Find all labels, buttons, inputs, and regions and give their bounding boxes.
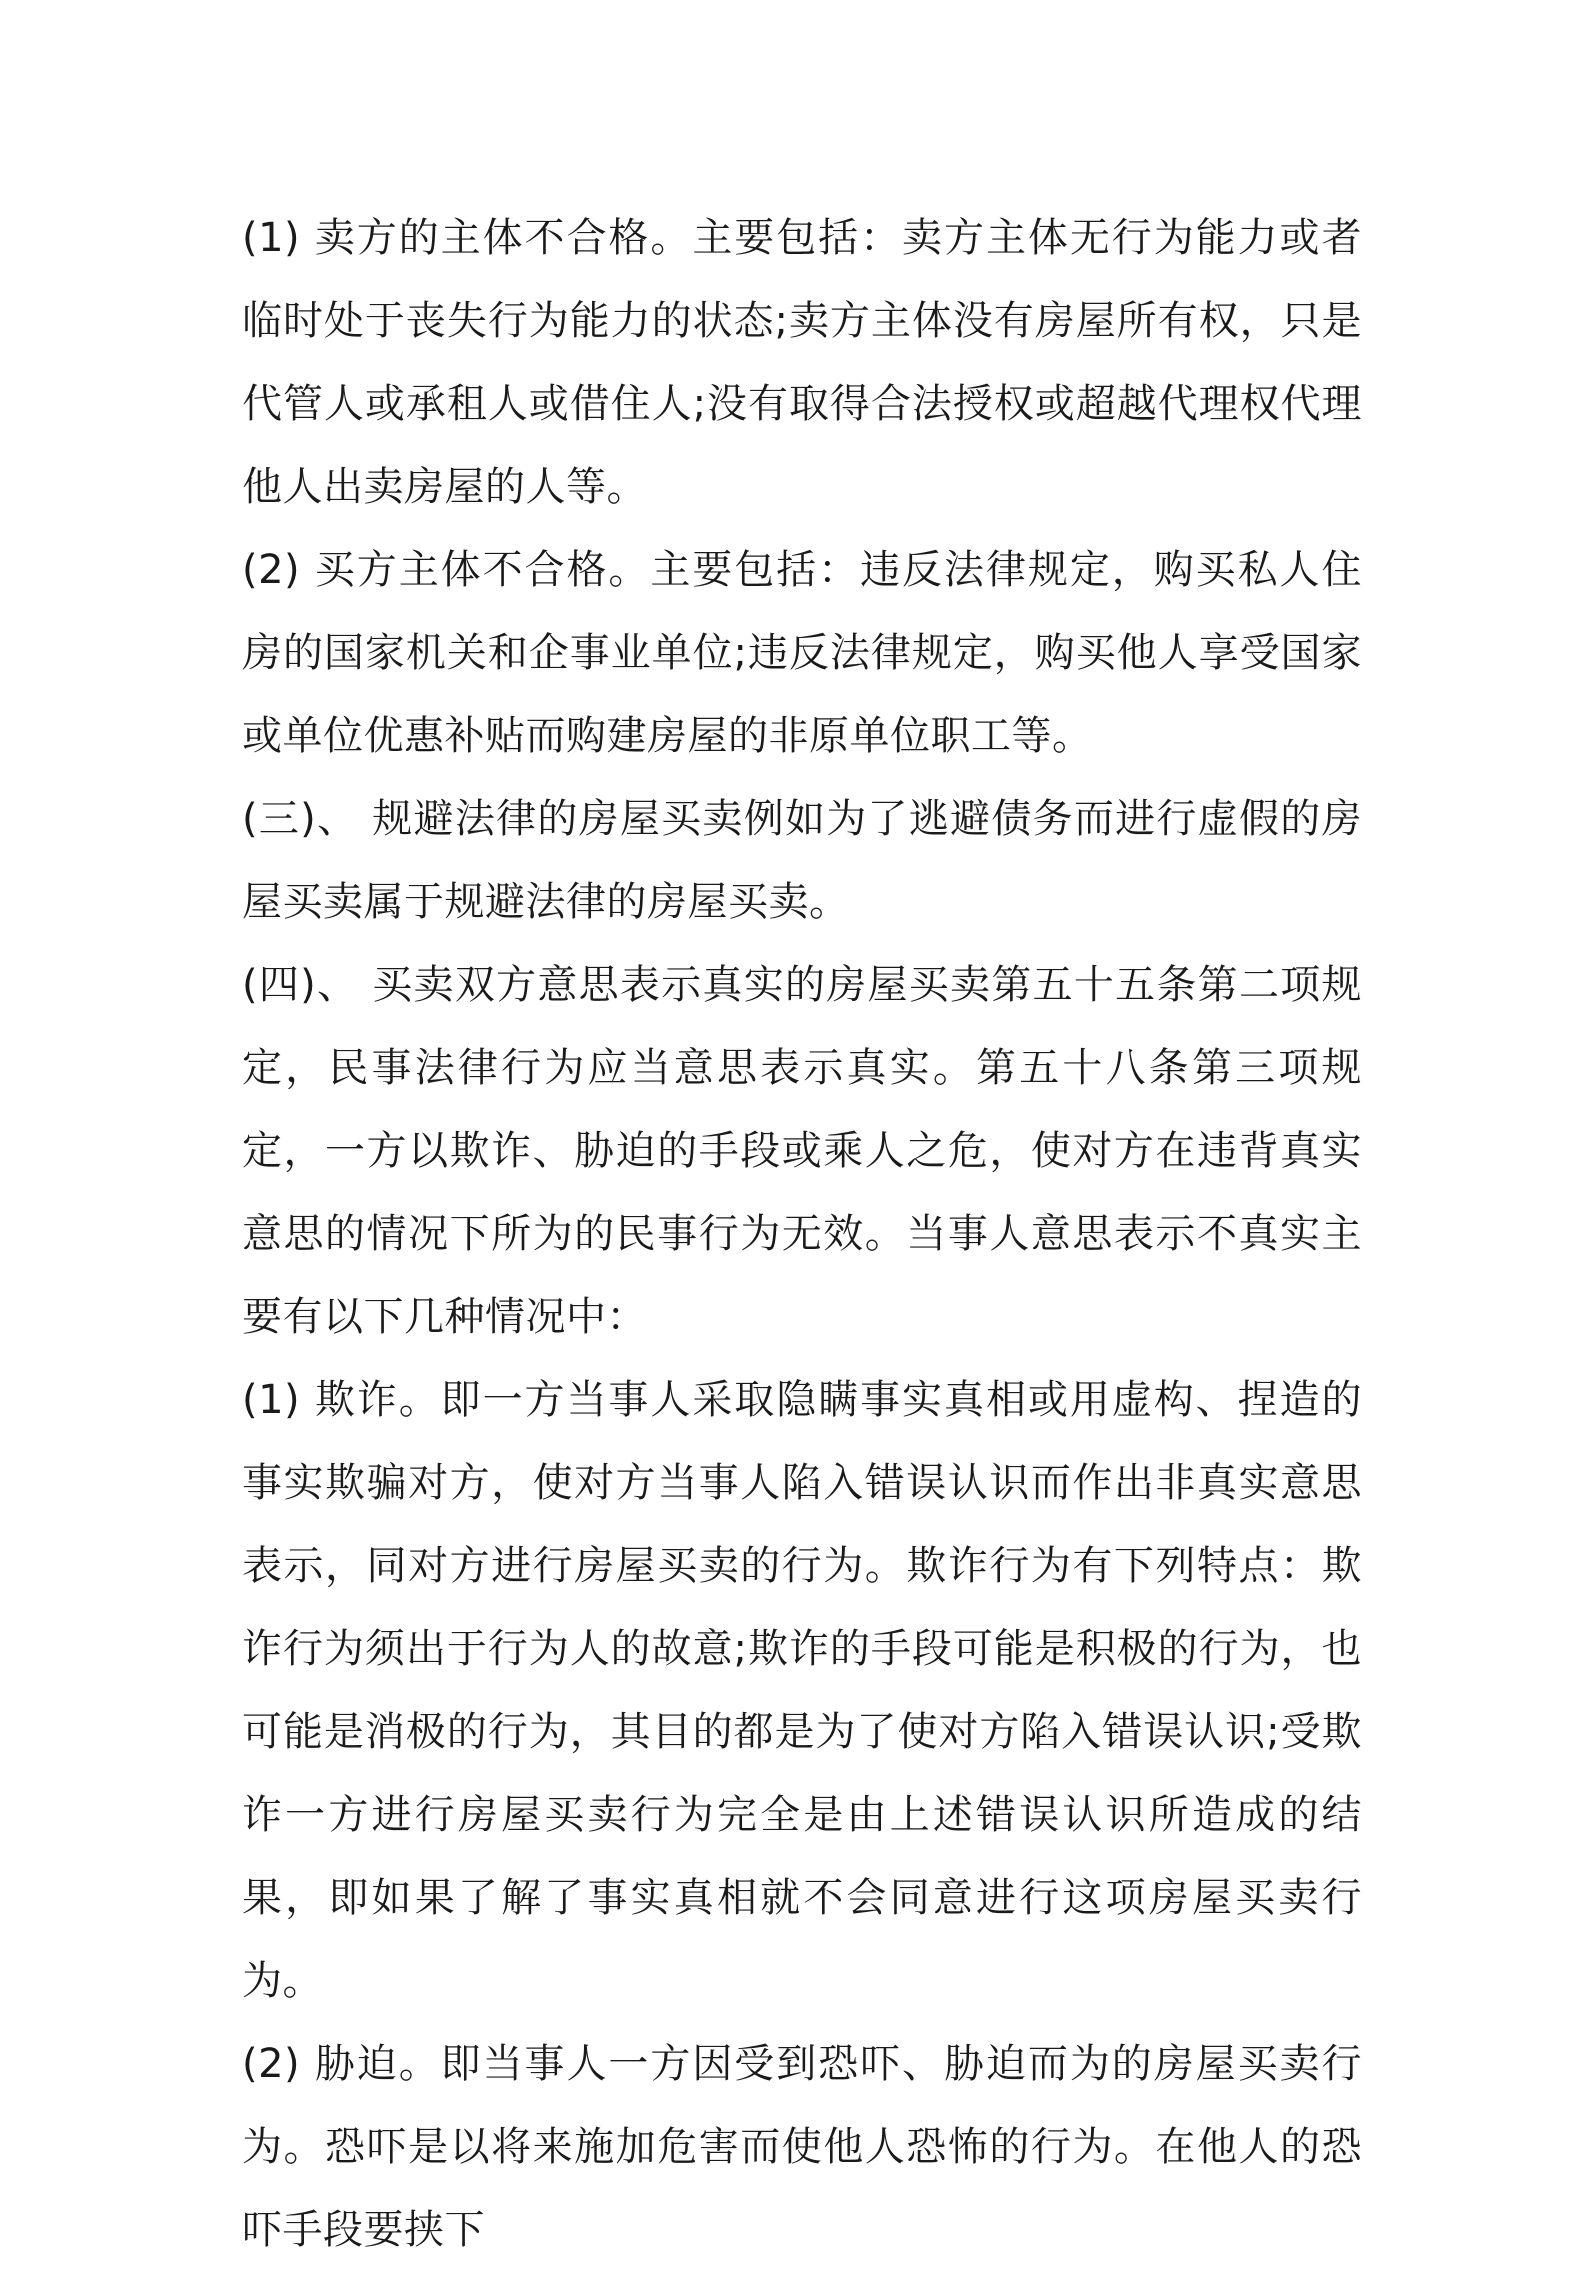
paragraph-seller-unqualified: (1) 卖方的主体不合格。主要包括：卖方主体无行为能力或者临时处于丧失行为能力的状态;卖方主体没有房屋所有权，只是代管人或承租人或借住人;没有取得合法授权或超越代理权代理他人出卖房屋的人等。 bbox=[242, 215, 1362, 510]
paragraph-true-intent: (四)、 买卖双方意思表示真实的房屋买卖第五十五条第二项规定，民事法律行为应当意思表示真实。第五十八条第三项规定，一方以欺诈、胁迫的手段或乘人之危，使对方在违背真实意思的情况下所为的民事行为无效。当事人意思表示不真实主要有以下几种情况中： bbox=[242, 962, 1362, 1340]
document-body bbox=[242, 197, 1362, 2272]
paragraph-coercion: (2) 胁迫。即当事人一方因受到恐吓、胁迫而为的房屋买卖行为。恐吓是以将来施加危害而使他人恐怖的行为。在他人的恐吓手段要挟下 bbox=[242, 2041, 1362, 2253]
paragraph-evading-law: (三)、 规避法律的房屋买卖例如为了逃避债务而进行虚假的房屋买卖属于规避法律的房屋买卖。 bbox=[242, 796, 1362, 925]
paragraph-fraud: (1) 欺诈。即一方当事人采取隐瞒事实真相或用虚构、捏造的事实欺骗对方，使对方当事人陷入错误认识而作出非真实意思表示，同对方进行房屋买卖的行为。欺诈行为有下列特点：欺诈行为须出于行为人的故意;欺诈的手段可能是积极的行为，也可能是消极的行为，其目的都是为了使对方陷入错误认识;受欺诈一方进行房屋买卖行为完全是由上述错误认识所造成的结果，即如果了解了事实真相就不会同意进行这项房屋买卖行为。 bbox=[242, 1377, 1362, 2004]
paragraph-buyer-unqualified: (2) 买方主体不合格。主要包括：违反法律规定，购买私人住房的国家机关和企事业单位;违反法律规定，购买他人享受国家或单位优惠补贴而购建房屋的非原单位职工等。 bbox=[242, 547, 1362, 759]
